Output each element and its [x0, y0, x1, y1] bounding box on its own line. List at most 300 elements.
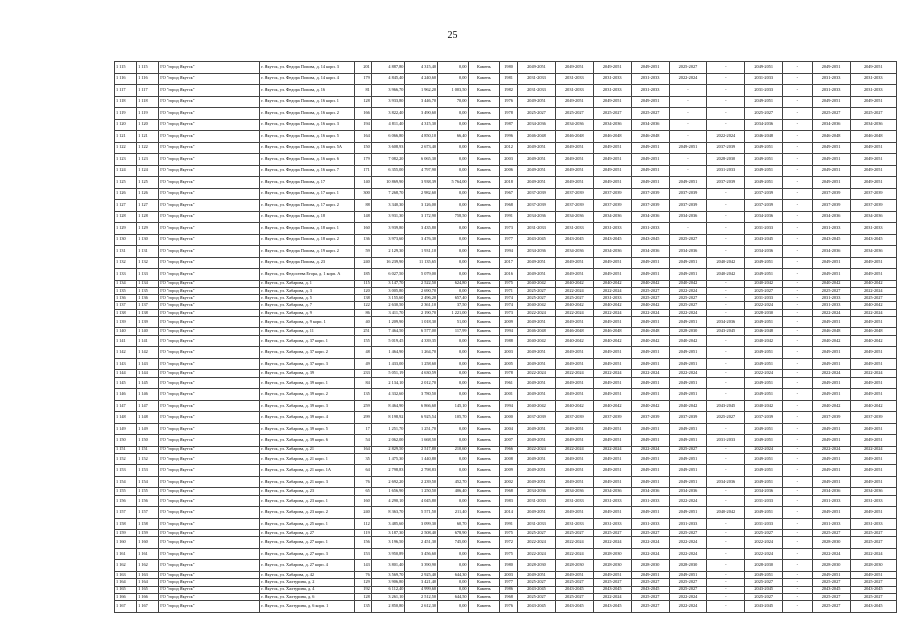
table-row	[115, 488, 897, 495]
municipality-cell: ГО "город Якутск"	[159, 400, 260, 412]
address-cell: г. Якутск, ул. Хабарова, д. 23 корп. 2	[260, 507, 355, 519]
wall-material-cell: Камень	[468, 465, 500, 477]
record-id-cell: 1 116	[137, 73, 159, 85]
record-id-cell: 1 135	[137, 287, 159, 294]
residential-area-cell: 6 925,54	[405, 412, 438, 424]
period-cell: 2043-2045	[707, 328, 745, 335]
total-area-cell: 3 933,80	[371, 96, 405, 108]
address-cell: г. Якутск, ул. Федора Попова, д. 19 корп. 2	[260, 246, 355, 258]
period-cell: 2049-2051	[812, 165, 850, 177]
address-cell: г. Якутск, ул. Халтурина, д. 4	[260, 586, 355, 593]
period-cell: 2049-2051	[812, 453, 850, 465]
municipality-cell: ГО "город Якутск"	[159, 302, 260, 309]
period-cell: 2040-2042	[631, 280, 669, 287]
row-number-cell: 1 123	[115, 154, 137, 166]
municipality-cell: ГО "город Якутск"	[159, 287, 260, 294]
residential-area-cell: 1 440,80	[405, 453, 438, 465]
record-id-cell: 1 132	[137, 257, 159, 269]
flat-count-cell: 240	[354, 507, 371, 519]
period-cell: -	[783, 62, 812, 74]
period-cell: 2034-2036	[669, 246, 707, 258]
flat-count-cell: 140	[354, 177, 371, 189]
nonresidential-area-cell: 0,00	[438, 73, 469, 85]
nonresidential-area-cell: 0,00	[438, 62, 469, 74]
row-number-cell: 1 163	[115, 571, 137, 578]
period-cell: 2049-2051	[631, 377, 669, 389]
flat-count-cell: 120	[354, 287, 371, 294]
period-cell: 2040-2042	[518, 302, 556, 309]
build-year-cell: 1975	[500, 530, 518, 537]
municipality-cell: ГО "город Якутск"	[159, 377, 260, 389]
period-cell: 2049-2051	[850, 96, 897, 108]
build-year-cell: 2002	[500, 476, 518, 488]
address-cell: г. Якутск, ул. Хабарова, д. 39	[260, 370, 355, 377]
flat-count-cell: 148	[354, 211, 371, 223]
wall-material-cell: Камень	[468, 142, 500, 154]
table-row	[115, 85, 897, 97]
period-cell: 2034-2036	[631, 488, 669, 495]
period-cell: 2049-2051	[593, 435, 631, 447]
period-cell: 2037-2039	[669, 188, 707, 200]
period-cell: 2040-2042	[518, 335, 556, 347]
wall-material-cell: Камень	[468, 593, 500, 600]
nonresidential-area-cell: 0,00	[438, 165, 469, 177]
period-cell: 2034-2036	[812, 246, 850, 258]
period-cell: 2025-2027	[812, 530, 850, 537]
period-cell: 2049-2051	[518, 423, 556, 435]
period-cell: 2022-2024	[812, 446, 850, 453]
period-cell: 2046-2048	[850, 328, 897, 335]
period-cell: 2037-2039	[593, 200, 631, 212]
period-cell: 2034-2036	[518, 211, 556, 223]
build-year-cell: 1988	[500, 335, 518, 347]
record-id-cell: 1 133	[137, 269, 159, 281]
period-cell: 2049-2051	[555, 389, 593, 401]
period-cell: -	[783, 73, 812, 85]
period-cell: 2034-2036	[518, 119, 556, 131]
address-cell: г. Якутск, ул. Хабарова, д. 27	[260, 530, 355, 537]
row-number-cell: 1 160	[115, 537, 137, 549]
build-year-cell: 1973	[500, 309, 518, 316]
period-cell: -	[707, 446, 745, 453]
nonresidential-area-cell: 0,00	[438, 423, 469, 435]
period-cell: 2049-2051	[850, 257, 897, 269]
nonresidential-area-cell: 0,00	[438, 119, 469, 131]
total-area-cell: 1 464,90	[371, 347, 405, 359]
period-cell: 2043-2045	[812, 234, 850, 246]
table-row	[115, 316, 897, 328]
residential-area-cell: 2 496,20	[405, 295, 438, 302]
build-year-cell: 1994	[500, 246, 518, 258]
nonresidential-area-cell: 624,80	[438, 280, 469, 287]
period-cell: 2049-2051	[555, 476, 593, 488]
period-cell: 2049-2051	[555, 257, 593, 269]
table-row	[115, 295, 897, 302]
table-body	[115, 62, 897, 613]
period-cell: 2049-2051	[669, 177, 707, 189]
total-area-cell: 1 251,70	[371, 423, 405, 435]
municipality-cell: ГО "город Якутск"	[159, 579, 260, 586]
period-cell: 2037-2039	[518, 188, 556, 200]
period-cell: 2031-2033	[518, 223, 556, 235]
period-cell: -	[783, 177, 812, 189]
municipality-cell: ГО "город Якутск"	[159, 370, 260, 377]
period-cell: 2037-2039	[707, 177, 745, 189]
period-cell: -	[783, 295, 812, 302]
period-cell: -	[707, 593, 745, 600]
row-number-cell: 1 164	[115, 579, 137, 586]
flat-count-cell: 128	[354, 593, 371, 600]
record-id-cell: 1 130	[137, 234, 159, 246]
residential-area-cell: 3 490,60	[405, 108, 438, 120]
wall-material-cell: Камень	[468, 234, 500, 246]
wall-material-cell: Камень	[468, 586, 500, 593]
period-cell: 2031-2033	[812, 223, 850, 235]
total-area-cell: 10 869,90	[371, 177, 405, 189]
table-row	[115, 377, 897, 389]
period-cell: 2049-2051	[745, 435, 783, 447]
total-area-cell: 8 198,92	[371, 412, 405, 424]
period-cell: 2049-2051	[518, 257, 556, 269]
total-area-cell: 6 027,50	[371, 269, 405, 281]
period-cell: 2025-2027	[631, 295, 669, 302]
flat-count-cell: 136	[354, 234, 371, 246]
wall-material-cell: Камень	[468, 358, 500, 370]
period-cell: 2049-2051	[555, 177, 593, 189]
period-cell: 2034-2036	[850, 211, 897, 223]
municipality-cell: ГО "город Якутск"	[159, 200, 260, 212]
period-cell: 2022-2024	[631, 446, 669, 453]
table-row	[115, 446, 897, 453]
build-year-cell: 1968	[500, 200, 518, 212]
period-cell: 2031-2033	[555, 518, 593, 530]
build-year-cell: 1978	[500, 370, 518, 377]
residential-area-cell: 6 866,60	[405, 400, 438, 412]
wall-material-cell: Камень	[468, 287, 500, 294]
period-cell: 2025-2027	[850, 593, 897, 600]
period-cell: 2022-2024	[555, 548, 593, 560]
period-cell: -	[707, 119, 745, 131]
row-number-cell: 1 142	[115, 347, 137, 359]
row-number-cell: 1 130	[115, 234, 137, 246]
table-row	[115, 165, 897, 177]
residential-area-cell: 2 522,50	[405, 280, 438, 287]
flat-count-cell: 88	[354, 200, 371, 212]
wall-material-cell: Камень	[468, 316, 500, 328]
period-cell: 2031-2033	[631, 85, 669, 97]
address-cell: г. Якутск, ул. Федосеева Егора, д. 1 корп. А	[260, 269, 355, 281]
row-number-cell: 1 124	[115, 165, 137, 177]
period-cell: 2049-2051	[850, 453, 897, 465]
build-year-cell: 2018	[500, 177, 518, 189]
period-cell: 2022-2024	[518, 446, 556, 453]
period-cell: 2034-2036	[555, 488, 593, 495]
record-id-cell: 1 155	[137, 488, 159, 495]
row-number-cell: 1 157	[115, 507, 137, 519]
period-cell: 2049-2051	[812, 347, 850, 359]
record-id-cell: 1 121	[137, 131, 159, 143]
period-cell: 2049-2051	[593, 507, 631, 519]
build-year-cell: 2003	[500, 154, 518, 166]
table-row	[115, 358, 897, 370]
nonresidential-area-cell: 0,00	[438, 246, 469, 258]
period-cell: 2025-2027	[631, 601, 669, 613]
period-cell: 2049-2051	[812, 389, 850, 401]
nonresidential-area-cell: 0,00	[438, 586, 469, 593]
municipality-cell: ГО "город Якутск"	[159, 453, 260, 465]
residential-area-cell: 1 668,50	[405, 435, 438, 447]
period-cell: -	[783, 586, 812, 593]
residential-area-cell: 4 850,10	[405, 131, 438, 143]
period-cell: 2049-2051	[812, 423, 850, 435]
period-cell: -	[783, 560, 812, 572]
flat-count-cell: 129	[354, 579, 371, 586]
row-number-cell: 1 141	[115, 335, 137, 347]
period-cell: 2049-2051	[518, 316, 556, 328]
total-area-cell: 3 147,70	[371, 280, 405, 287]
flat-count-cell: 35	[354, 453, 371, 465]
period-cell: 2037-2039	[812, 188, 850, 200]
period-cell: 2043-2045	[707, 400, 745, 412]
residential-area-cell: 2 673,40	[405, 142, 438, 154]
period-cell: 2049-2051	[555, 571, 593, 578]
municipality-cell: ГО "город Якутск"	[159, 177, 260, 189]
residential-area-cell: 1 018,30	[405, 316, 438, 328]
period-cell: 2049-2051	[631, 423, 669, 435]
nonresidential-area-cell: 210,60	[438, 446, 469, 453]
nonresidential-area-cell: 70,00	[438, 96, 469, 108]
flat-count-cell: 86	[354, 309, 371, 316]
build-year-cell: 2012	[500, 142, 518, 154]
period-cell: 2049-2051	[555, 465, 593, 477]
wall-material-cell: Камень	[468, 579, 500, 586]
period-cell: 2049-2051	[631, 62, 669, 74]
period-cell: 2037-2039	[850, 412, 897, 424]
period-cell: 2031-2033	[745, 518, 783, 530]
total-area-cell: 4 332,60	[371, 389, 405, 401]
residential-area-cell: 1 931,10	[405, 246, 438, 258]
period-cell: 2049-2051	[669, 453, 707, 465]
period-cell: 2040-2042	[631, 302, 669, 309]
flat-count-cell: 160	[354, 495, 371, 507]
build-year-cell: 1986	[500, 586, 518, 593]
build-year-cell: 2009	[500, 316, 518, 328]
nonresidential-area-cell: 0,00	[438, 435, 469, 447]
period-cell: -	[783, 465, 812, 477]
period-cell: 2028-2030	[593, 560, 631, 572]
period-cell: 2049-2051	[631, 316, 669, 328]
municipality-cell: ГО "город Якутск"	[159, 309, 260, 316]
address-cell: г. Якутск, ул. Федора Попова, д. 16 корп. 3	[260, 119, 355, 131]
municipality-cell: ГО "город Якутск"	[159, 412, 260, 424]
period-cell: 2049-2051	[669, 269, 707, 281]
period-cell: 2049-2051	[518, 177, 556, 189]
residential-area-cell: 3 435,80	[405, 223, 438, 235]
period-cell: 2025-2027	[812, 601, 850, 613]
total-area-cell: 2 692,20	[371, 476, 405, 488]
period-cell: 2025-2027	[745, 593, 783, 600]
nonresidential-area-cell: 0,00	[438, 200, 469, 212]
wall-material-cell: Камень	[468, 62, 500, 74]
period-cell: 2049-2051	[745, 377, 783, 389]
period-cell: 2025-2027	[669, 62, 707, 74]
period-cell: -	[707, 96, 745, 108]
municipality-cell: ГО "город Якутск"	[159, 154, 260, 166]
row-number-cell: 1 147	[115, 400, 137, 412]
period-cell: 2025-2027	[850, 537, 897, 549]
residential-area-cell: 2 361,10	[405, 302, 438, 309]
period-cell: -	[707, 423, 745, 435]
period-cell: 2025-2027	[669, 579, 707, 586]
period-cell: 2049-2051	[593, 257, 631, 269]
wall-material-cell: Камень	[468, 548, 500, 560]
municipality-cell: ГО "город Якутск"	[159, 85, 260, 97]
period-cell: 2025-2027	[593, 108, 631, 120]
period-cell: 2049-2051	[518, 389, 556, 401]
period-cell: -	[707, 223, 745, 235]
row-number-cell: 1 143	[115, 358, 137, 370]
table-row	[115, 412, 897, 424]
municipality-cell: ГО "город Якутск"	[159, 188, 260, 200]
period-cell: -	[707, 586, 745, 593]
total-area-cell: 6 355,00	[371, 165, 405, 177]
wall-material-cell: Камень	[468, 85, 500, 97]
row-number-cell: 1 161	[115, 548, 137, 560]
municipality-cell: ГО "город Якутск"	[159, 518, 260, 530]
period-cell: 2028-2030	[555, 560, 593, 572]
record-id-cell: 1 159	[137, 530, 159, 537]
record-id-cell: 1 138	[137, 309, 159, 316]
row-number-cell: 1 144	[115, 370, 137, 377]
period-cell: 2040-2042	[555, 400, 593, 412]
build-year-cell: 1980	[500, 62, 518, 74]
period-cell: 2034-2036	[631, 246, 669, 258]
total-area-cell: 2 798,83	[371, 465, 405, 477]
period-cell: -	[783, 119, 812, 131]
address-cell: г. Якутск, ул. Хабарова, д. 5	[260, 295, 355, 302]
table-row	[115, 335, 897, 347]
residential-area-cell: 3 126,00	[405, 200, 438, 212]
build-year-cell: 2014	[500, 507, 518, 519]
period-cell: 2025-2027	[669, 586, 707, 593]
period-cell: 2049-2051	[593, 476, 631, 488]
record-id-cell: 1 148	[137, 412, 159, 424]
period-cell: -	[783, 446, 812, 453]
period-cell: 2034-2036	[745, 119, 783, 131]
period-cell: -	[783, 579, 812, 586]
period-cell: 2043-2045	[850, 601, 897, 613]
nonresidential-area-cell: 0,00	[438, 257, 469, 269]
period-cell: 2031-2033	[850, 518, 897, 530]
period-cell: 2025-2027	[555, 593, 593, 600]
period-cell: 2046-2048	[593, 131, 631, 143]
period-cell: 2031-2033	[593, 85, 631, 97]
address-cell: г. Якутск, ул. Хабарова, д. 21 корп. 1	[260, 453, 355, 465]
address-cell: г. Якутск, ул. Федора Попова, д. 16 корп. 5А	[260, 142, 355, 154]
total-area-cell: 5 051,19	[371, 370, 405, 377]
period-cell: 2043-2045	[631, 586, 669, 593]
record-id-cell: 1 163	[137, 571, 159, 578]
nonresidential-area-cell: 0,00	[438, 269, 469, 281]
period-cell: 2049-2051	[745, 96, 783, 108]
period-cell: 2049-2051	[631, 476, 669, 488]
period-cell: -	[783, 507, 812, 519]
period-cell: 2037-2039	[631, 412, 669, 424]
period-cell: 2049-2051	[631, 358, 669, 370]
period-cell: -	[783, 488, 812, 495]
table-row	[115, 234, 897, 246]
period-cell: 2049-2051	[850, 316, 897, 328]
period-cell: 2031-2033	[593, 518, 631, 530]
period-cell: 2022-2024	[518, 370, 556, 377]
period-cell: 2031-2033	[555, 85, 593, 97]
period-cell: 2025-2027	[812, 593, 850, 600]
period-cell: -	[669, 223, 707, 235]
period-cell: 2022-2024	[669, 537, 707, 549]
residential-area-cell: 4 339,35	[405, 335, 438, 347]
table-row	[115, 530, 897, 537]
period-cell: 2022-2024	[555, 537, 593, 549]
period-cell: 2034-2036	[555, 211, 593, 223]
period-cell: 2037-2039	[593, 412, 631, 424]
period-cell: 2028-2030	[707, 154, 745, 166]
residential-area-cell: 3 172,90	[405, 211, 438, 223]
residential-area-cell: 3 938,39	[405, 177, 438, 189]
total-area-cell: 3 966,70	[371, 85, 405, 97]
period-cell: 2022-2024	[669, 601, 707, 613]
table-row	[115, 518, 897, 530]
period-cell: 2034-2036	[707, 316, 745, 328]
period-cell: 2049-2051	[593, 269, 631, 281]
period-cell: 2049-2051	[593, 453, 631, 465]
nonresidential-area-cell: 0,00	[438, 154, 469, 166]
residential-area-cell: 3 099,30	[405, 518, 438, 530]
period-cell: 2034-2036	[745, 211, 783, 223]
row-number-cell: 1 158	[115, 518, 137, 530]
period-cell: 2049-2051	[745, 62, 783, 74]
residential-area-cell: 2 451,30	[405, 537, 438, 549]
record-id-cell: 1 124	[137, 165, 159, 177]
address-cell: г. Якутск, ул. Хабарова, д. 27 корп. 3	[260, 548, 355, 560]
total-area-cell: 3 261,10	[371, 593, 405, 600]
table-row	[115, 96, 897, 108]
period-cell: 2025-2027	[518, 108, 556, 120]
period-cell: 2031-2033	[555, 73, 593, 85]
period-cell: -	[707, 571, 745, 578]
record-id-cell: 1 162	[137, 560, 159, 572]
address-cell: г. Якутск, ул. Федора Попова, д. 18 корп. 2	[260, 234, 355, 246]
wall-material-cell: Камень	[468, 601, 500, 613]
period-cell: 2022-2024	[745, 302, 783, 309]
period-cell: 2043-2045	[518, 601, 556, 613]
build-year-cell: 2009	[500, 465, 518, 477]
period-cell: 2037-2039	[812, 412, 850, 424]
period-cell: 2037-2039	[518, 200, 556, 212]
table-row	[115, 423, 897, 435]
period-cell: 2022-2024	[669, 593, 707, 600]
build-year-cell: 2000	[500, 412, 518, 424]
wall-material-cell: Камень	[468, 423, 500, 435]
wall-material-cell: Камень	[468, 446, 500, 453]
total-area-cell: 7 464,50	[371, 328, 405, 335]
record-id-cell: 1 125	[137, 177, 159, 189]
period-cell: -	[783, 518, 812, 530]
period-cell: 2049-2051	[518, 142, 556, 154]
period-cell: -	[707, 335, 745, 347]
record-id-cell: 1 161	[137, 548, 159, 560]
wall-material-cell: Камень	[468, 488, 500, 495]
municipality-cell: ГО "город Якутск"	[159, 280, 260, 287]
